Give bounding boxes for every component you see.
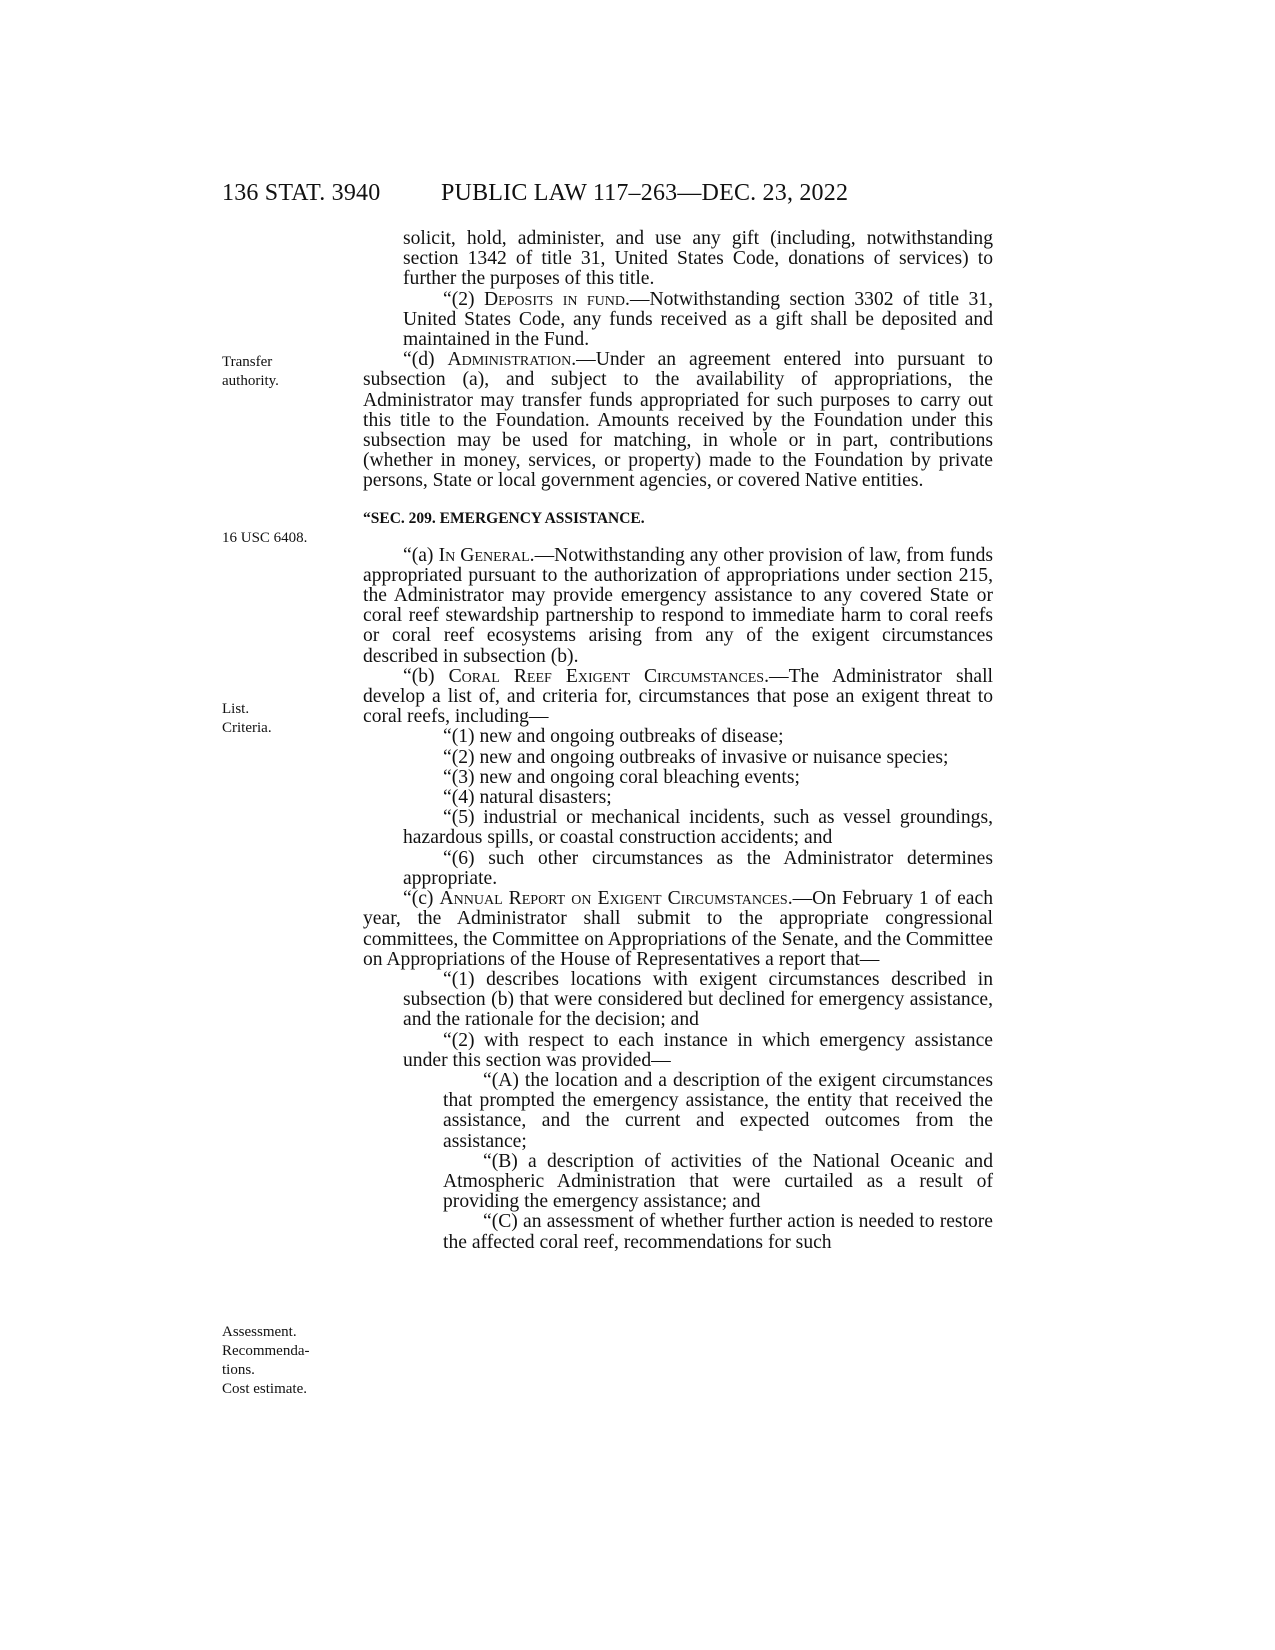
subparagraph-B: “(B) a description of activities of the National Oceanic and Atmospheric Administration that were curtailed as a result of providing the emergency assistance; and — [443, 1150, 993, 1213]
margin-note-list-criteria — [222, 700, 272, 738]
subsection-a — [363, 546, 993, 667]
margin-note-line: tions. — [222, 1362, 255, 1378]
subsection-number: “(b) — [403, 665, 449, 687]
paragraph-b5: “(5) industrial or mechanical incidents, such as vessel groundings, hazardous spills, or coastal construction accidents; and — [403, 807, 993, 849]
subparagraph-C: “(C) an assessment of whether further action is needed to restore the affected coral reef, recommendations for such — [443, 1211, 993, 1253]
subsection-d — [363, 350, 993, 491]
subsection-heading: Coral Reef Exigent Circumstances — [448, 665, 765, 687]
paragraph-b2: “(2) new and ongoing outbreaks of invasive or nuisance species; — [443, 746, 949, 768]
page-reference: 136 STAT. 3940 — [222, 180, 381, 206]
statute-body — [363, 229, 993, 1253]
paragraph-c1-continued: solicit, hold, administer, and use any gift (including, notwithstanding section 1342 of title 31, United States Code, donations of services) to further the purposes of this title. — [403, 228, 993, 290]
subparagraph-A: “(A) the location and a description of the exigent circumstances that prompted the emergency assistance, the entity that received the assistance, and the current and expected outcomes from the assistance; — [443, 1069, 993, 1152]
margin-note-line: Criteria. — [222, 720, 272, 736]
paragraph-c2-report: “(2) with respect to each instance in which emergency assistance under this section was provided— — [403, 1029, 993, 1071]
paragraph-text: .—Notwithstanding section 3302 of title 31, United States Code, any funds received as a gift shall be deposited and maintained in the Fund. — [403, 288, 993, 351]
paragraph-b3: “(3) new and ongoing coral bleaching events; — [443, 766, 800, 788]
margin-note-line: List. — [222, 701, 250, 717]
subsection-heading: In General — [438, 544, 530, 566]
margin-note-line: Assessment. — [222, 1324, 297, 1340]
subsection-text: .—The Administrator shall develop a list of, and criteria for, circumstances that pose an exigent threat to coral reefs, including— — [363, 665, 993, 728]
subsection-text: .—Under an agreement entered into pursuant to subsection (a), and subject to the availability of appropriations, the Administrator may transfer funds appropriated for such purposes to carry out this title to the Foundation. Amounts received by the Foundation under this subsection may be used for matching, in whole or in part, contributions (whether in money, services, or property) made to the Foundation by private persons, State or local government agencies, or covered Native entities. — [363, 349, 993, 492]
paragraph-heading: Deposits in fund — [483, 288, 625, 310]
margin-note-line: 16 USC 6408. — [222, 530, 308, 546]
subsection-text: .—Notwithstanding any other provision of law, from funds appropriated pursuant to the authorization of appropriations under section 215, the Administrator may provide emergency assistance to any covered State or coral reef stewardship partnership to respond to immediate harm to coral reefs or coral reef ecosystems arising from any of the exigent circumstances described in subsection (b). — [363, 544, 993, 667]
subsection-heading: Administration — [447, 349, 572, 371]
paragraph-number: “(2) — [443, 288, 484, 310]
subsection-heading: Annual Report on Exigent Circumstances — [439, 888, 788, 910]
paragraph-c1: “(1) describes locations with exigent circumstances described in subsection (b) that were considered but declined for emergency assistance, and the rationale for the decision; and — [403, 968, 993, 1031]
paragraph-b4: “(4) natural disasters; — [443, 787, 612, 809]
subsection-number: “(c) — [403, 888, 440, 910]
running-head: PUBLIC LAW 117–263—DEC. 23, 2022 — [441, 180, 849, 206]
margin-note-usc — [222, 529, 307, 548]
subsection-number: “(a) — [403, 544, 439, 566]
margin-note-line: Cost estimate. — [222, 1381, 307, 1397]
margin-note-line: Recommenda- — [222, 1343, 310, 1359]
subsection-b — [363, 667, 993, 728]
paragraph-b1: “(1) new and ongoing outbreaks of disease; — [443, 726, 784, 748]
paragraph-b6: “(6) such other circumstances as the Administrator determines appropriate. — [403, 847, 993, 889]
subsection-number: “(d) — [403, 349, 448, 371]
margin-note-line: authority. — [222, 373, 279, 389]
margin-note-line: Transfer — [222, 354, 273, 370]
margin-note-transfer-authority — [222, 353, 279, 391]
margin-note-assessment — [222, 1323, 309, 1399]
subsection-c — [363, 889, 993, 970]
paragraph-c2 — [363, 290, 993, 351]
section-heading: “SEC. 209. EMERGENCY ASSISTANCE. — [363, 509, 645, 527]
subsection-text: .—On February 1 of each year, the Administrator shall submit to the appropriate congressional committees, the Committee on Appropriations of the Senate, and the Committee on Appropriations of the House of Representatives a report that— — [363, 888, 993, 970]
